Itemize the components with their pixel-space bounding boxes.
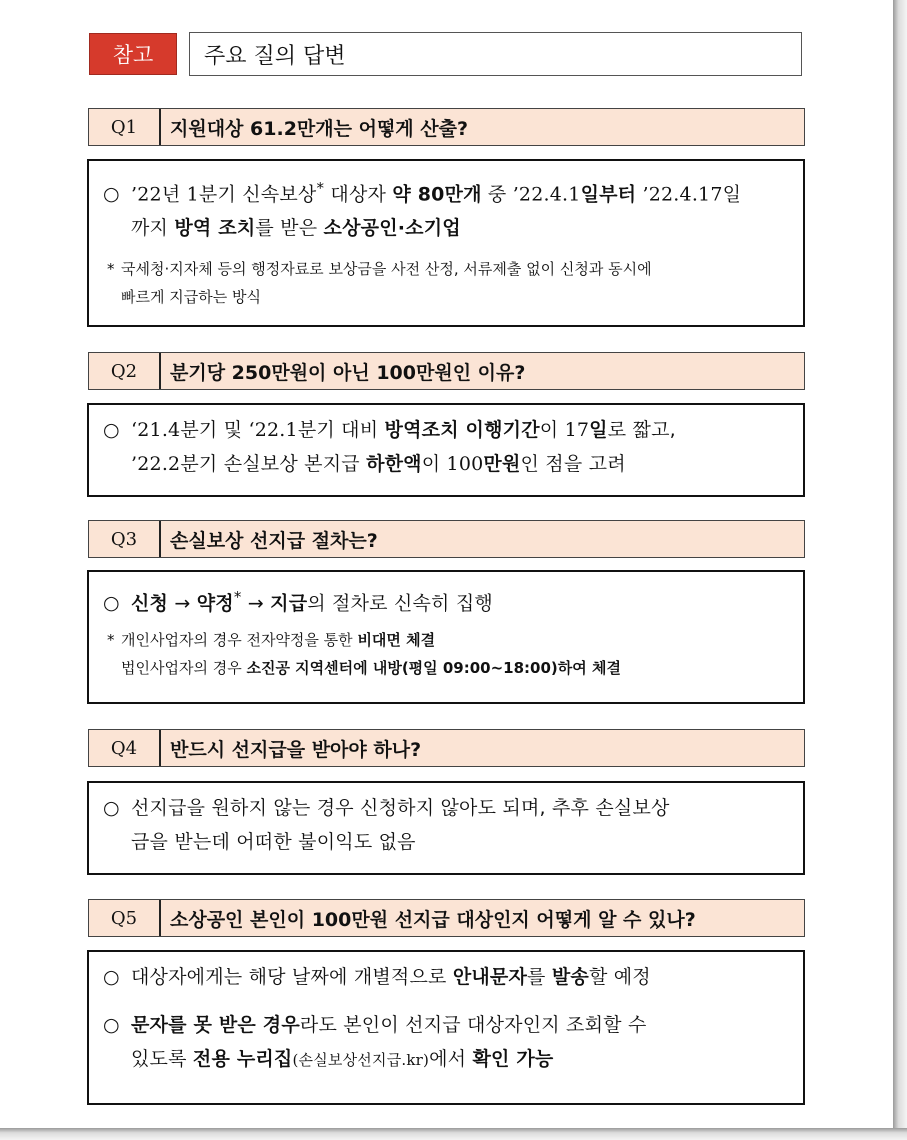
question-text: 반드시 선지급을 받아야 하나? (170, 738, 422, 761)
answer-box-q2 (87, 403, 805, 497)
question-text: 분기당 250만원이 아닌 100만원인 이유? (170, 361, 526, 384)
text-span: 문자를 못 받은 경우 (131, 1014, 300, 1036)
text-span: 하한액 (366, 453, 422, 475)
text-span: 방역조치 이행기간 (384, 419, 540, 441)
text-span: 전용 누리집 (192, 1048, 293, 1070)
text-span: 발송 (551, 966, 589, 988)
question-number: Q1 (89, 109, 161, 145)
text-span: 안내문자 (452, 966, 528, 988)
text-span: 금을 받는데 어떠한 불이익도 없음 (131, 831, 416, 853)
text-span: 할 예정 (588, 966, 651, 988)
text-span: 대상자 (324, 183, 393, 206)
text-span: 신청 (131, 592, 169, 615)
text-span: 비대면 체결 (357, 631, 436, 650)
text-span: 확인 가능 (472, 1048, 554, 1070)
answer-bullet (103, 1008, 789, 1077)
text-span: ‘21.4분기 및 ‘22.1분기 대비 (131, 419, 385, 441)
question-bar-q4 (88, 729, 805, 767)
question-text: 소상공인 본인이 100만원 선지급 대상인지 어떻게 알 수 있나? (170, 908, 696, 931)
question-number: Q2 (89, 353, 161, 389)
text-span: 를 받은 (255, 217, 324, 240)
text-span: 를 (527, 966, 552, 988)
text-span: 빠르게 지급하는 방식 (121, 288, 261, 307)
text-span: 80만개 (410, 183, 482, 206)
text-span: 까지 (131, 217, 175, 240)
answer-box-q1 (87, 159, 805, 327)
bullet-marker: ○ (103, 592, 120, 615)
text-span: 소상공인·소기업 (323, 217, 461, 240)
bullet-marker: ○ (103, 1014, 120, 1036)
page-title: 주요 질의 답변 (189, 32, 802, 76)
question-number: Q3 (89, 521, 161, 557)
text-span: 이 17 (539, 419, 590, 441)
text-span: (손실보상선지급.kr) (292, 1051, 430, 1069)
bullet-marker: ○ (103, 797, 120, 819)
question-number: Q5 (89, 900, 161, 936)
answer-bullet (103, 171, 789, 245)
question-bar-q2 (88, 352, 805, 390)
note-marker: * (107, 631, 115, 650)
question-bar-q1 (88, 108, 805, 146)
text-span: 약정 (196, 592, 234, 615)
note-marker: * (107, 260, 115, 279)
text-span: ’22.2분기 손실보상 본지급 (131, 453, 367, 475)
text-span: 법인사업자의 경우 (121, 659, 247, 678)
question-text: 손실보상 선지급 절차는? (170, 529, 378, 552)
text-span: 만원 (483, 453, 521, 475)
text-span: 대상자에게는 해당 날짜에 개별적으로 (131, 966, 453, 988)
question-text: 지원대상 61.2만개는 어떻게 산출? (170, 117, 468, 140)
text-span: → (168, 592, 197, 615)
bullet-marker: ○ (103, 183, 120, 206)
answer-bullet (103, 960, 789, 994)
question-bar-q3 (88, 520, 805, 558)
reference-badge: 참고 (89, 33, 177, 75)
answer-box-q5 (87, 950, 805, 1105)
answer-box-q3 (87, 570, 805, 704)
text-span: ’22.4.17일 (636, 183, 742, 206)
bullet-marker: ○ (103, 419, 120, 441)
text-span: 일부터 (580, 183, 637, 206)
text-span: 라도 본인이 선지급 대상자인지 조회할 수 (299, 1014, 647, 1036)
text-span: → (241, 592, 271, 615)
page-edge-right (893, 0, 907, 1140)
bullet-marker: ○ (103, 966, 120, 988)
text-span: 로 짧고, (607, 419, 676, 441)
answer-note (103, 626, 789, 682)
text-span: 인 점을 고려 (520, 453, 626, 475)
text-span: 개인사업자의 경우 전자약정을 통한 (121, 631, 358, 650)
text-span: 선지급을 원하지 않는 경우 신청하지 않아도 되며, 추후 손실보상 (131, 797, 670, 819)
answer-bullet (103, 580, 789, 620)
answer-bullet (103, 791, 789, 859)
text-span: 소진공 지역센터에 내방(평일 09:00~18:00)하여 체결 (246, 659, 621, 678)
answer-note (103, 255, 789, 311)
text-span: 지급 (270, 592, 308, 615)
text-span: 중 ’22.4.1 (481, 183, 581, 206)
question-number: Q4 (89, 730, 161, 766)
text-span: 에서 (429, 1048, 473, 1070)
text-span: 있도록 (131, 1048, 193, 1070)
question-bar-q5 (88, 899, 805, 937)
answer-box-q4 (87, 781, 805, 875)
text-span: ’22년 1분기 신속보상 (131, 183, 317, 206)
page-edge-bottom (0, 1128, 907, 1140)
text-span: 방역 조치 (174, 217, 256, 240)
text-span: 의 절차로 신속히 집행 (307, 592, 493, 615)
text-span: 국세청·지자체 등의 행정자료로 보상금을 사전 산정, 서류제출 없이 신청과 동시에 (121, 260, 652, 279)
text-span: * (316, 179, 325, 197)
text-span: 일 (589, 419, 608, 441)
text-span: * (233, 588, 242, 606)
answer-bullet (103, 413, 789, 481)
text-span: 이 100 (421, 453, 484, 475)
text-span: 약 (392, 183, 411, 206)
